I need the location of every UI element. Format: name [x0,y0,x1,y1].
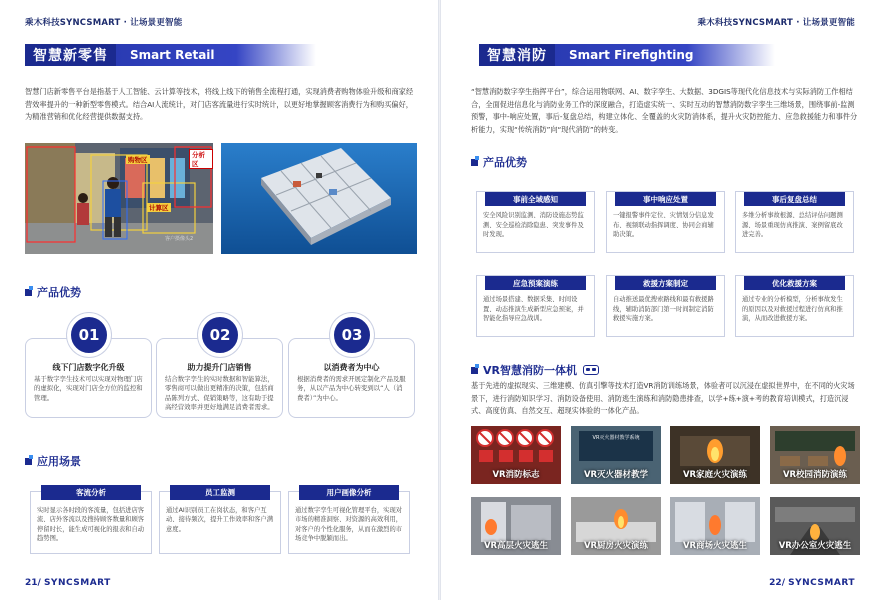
card-body: 通过场景搭建、数据采集、时间设置、动态推演生成新型应急预案，并智能化指导应急战训。 [483,296,584,323]
fire-intro: “智慧消防数字孪生指挥平台”，综合运用物联网、AI、数字孪生、大数据、3DGIS等现代化信息技术与实际消防工作相结合，全面促进信息化与消防业务工作的深度融合，打造虚实统一、实时互动的智慧消防数字孪生三维场景，围绕事前-监测预警，事中-响应处置，事后-复盘总结，构建立体化、全覆盖的火灾防消体系，提升火灾防控能力、应急救援能力和事件分析能力，实现“传统消防”向“现代消防”的转变。 [471,87,858,134]
advantage-body: 基于数字孪生技术可以实现对物理门店的虚拟化，实现对门店全方位的监控和管理。 [34,375,143,402]
card-body: 自动推送最优搜索路线和最有救援路线，辅助消防部门第一时间制定消防救援实施方案。 [613,296,714,323]
vr-tile-campus [770,426,860,484]
heading-text: 产品优势 [483,156,527,169]
fire-advantage-card-4 [476,275,595,337]
card-title: 救援方案制定 [615,276,716,290]
advantage-body: 结合数字孪生的实时数据和智能算法，零售商可以做出更精准的决策，包括商品陈列方式、促销策略等，这有助于提高经营效率并更好地满足消费者需求。 [165,375,274,412]
scene-body: 通过数字孪生可视化管理平台，实现对市场的精准洞察、对资源的高效利用，对客户的个性化服务，从而在激烈的市场竞争中脱颖而出。 [295,507,403,542]
vr-tile-extinguisher [571,426,661,484]
left-advantage-heading [25,284,81,300]
tile-label: VR厨房火灾演练 [583,541,649,551]
title-cn: 智慧消防 [479,44,555,66]
card-title: 事后复盘总结 [744,192,845,206]
fire-advantage-card-3 [735,191,854,253]
zone-label-analysis: 分析区 [189,149,213,169]
title-en: Smart Retail [116,44,316,66]
page-number: 21/ [25,578,41,588]
tile-label: VR消防标志 [492,470,540,480]
vr-tile-highrise [471,497,561,555]
vr-tile-home [670,426,760,484]
right-page [441,0,879,600]
advantage-title: 线下门店数字化升级 [52,363,125,372]
right-advantage-heading [471,154,527,170]
section-title-smart-retail [25,44,316,66]
card-title: 事中响应处置 [615,192,716,206]
screen-text: VR灭火器材教学系统 [592,435,640,441]
number-badge: 01 [67,313,111,357]
card-body: 多维分析事故根源、总结评估问题测源、场景重现仿真推演、案例留底改进完善。 [742,212,843,239]
advantage-card-3 [288,326,415,418]
vr-tile-office [770,497,860,555]
left-page [0,0,438,600]
scene-title: 客流分析 [41,485,141,500]
tile-label: VR灭火器材教学 [583,470,649,480]
fire-advantage-card-2 [606,191,725,253]
card-title: 事前全域感知 [485,192,586,206]
tile-label: VR商场火灾逃生 [682,541,748,551]
fire-advantage-card-1 [476,191,595,253]
tile-label: VR高层火灾逃生 [483,541,549,551]
advantage-title: 以消费者为中心 [323,363,380,372]
square-bullet-icon [471,367,478,374]
zone-label-shopping: 购物区 [128,156,148,164]
store-3d-render [221,143,417,254]
vr-heading [471,362,599,378]
scene-body: 通过AI识别员工在岗状态，和客户互动、接待频次，提升工作效率和客户满意度。 [166,507,274,533]
camera-caption: 客户摄像头2 [165,236,194,242]
vr-headset-icon [583,365,599,375]
advantage-card-1 [25,326,152,418]
fire-advantage-card-5 [606,275,725,337]
card-body: 通过专业的分析模型，分析事故发生的原因以及对救援过程进行仿真和推演，从而改进救援方案。 [742,296,843,323]
scene-title: 用户画像分析 [299,485,399,500]
advantage-title: 助力提升门店销售 [187,363,252,372]
scene-title: 员工监测 [170,485,270,500]
scene-card-traffic [30,488,152,554]
heading-text: VR智慧消防一体机 [483,364,577,377]
scene-card-persona [288,488,410,554]
advantage-card-2 [156,326,283,418]
scene-body: 实时显示各时段的客流量，包括进店客流、店外客流以及搜持顾客数量和顾客停留时长，能生成可视化的报表和自动趋势图。 [37,507,145,542]
square-bullet-icon [25,458,32,465]
scene-card-staff [159,488,281,554]
heading-text: 应用场景 [37,455,81,468]
number-badge: 02 [198,313,242,357]
card-body: 一键报警事件定位、灾情划分信息发布、视频联动指挥调度、协同会商辅助决策。 [613,212,714,239]
zone-label-compute: 计算区 [149,204,169,212]
card-body: 安全风险识别监测、消防设施态势监测、安全巡检消除隐患、突发事件及时发现。 [483,212,584,239]
section-title-smart-firefighting [479,44,775,66]
vr-tile-signs [471,426,561,484]
advantage-body: 根据消费者的需求开展定制化产品及服务，从以产品为中心转变到以“人（消费者）”为中心。 [297,375,406,402]
card-title: 优化救援方案 [744,276,845,290]
left-footer [25,578,111,588]
heading-text: 产品优势 [37,286,81,299]
title-cn: 智慧新零售 [25,44,116,66]
card-title: 应急预案演练 [485,276,586,290]
footer-brand: SYNCSMART [788,578,855,588]
tile-label: VR家庭火灾演练 [682,470,748,480]
vr-tile-mall [670,497,760,555]
brand-text: 乘木科技SYNCSMART · 让场景更智能 [697,18,855,28]
right-footer [769,578,855,588]
store-camera-photo [25,143,213,254]
store-3d-scene [221,143,417,254]
vr-intro: 基于先进的虚拟现实、三维建模、仿真引擎等技术打造VR消防训练场景，体验者可以沉浸在虚拟世界中，在不同的火灾场景下，进行消防知识学习、消防设备使用、消防逃生演练和消防隐患排查，以学+练+演+考的教育培训模式，打造沉浸式、高度仿真、自然交互、超现实体验的一体化产品。 [471,381,855,415]
right-brand-header [698,16,855,28]
square-bullet-icon [471,159,478,166]
vr-tile-kitchen [571,497,661,555]
tile-label: VR办公室火灾逃生 [778,541,852,551]
number-badge: 03 [330,313,374,357]
tile-label: VR校园消防演练 [782,470,848,480]
fire-advantage-card-6 [735,275,854,337]
page-number: 22/ [769,578,785,588]
retail-intro: 智慧门店新零售平台是指基于人工智能、云计算等技术，将线上线下的销售全流程打通，实现消费者购物体验升级和商家经营效率提升的一种新型零售模式。结合AI人流统计，对门店客流量进行实时统计，以更好地掌握顾客消费行为和购买偏好，为精准营销和优化经营提供数据支持。 [25,87,414,121]
square-bullet-icon [25,289,32,296]
scene-heading [25,453,81,469]
footer-brand: SYNCSMART [43,578,111,588]
title-en: Smart Firefighting [555,44,775,66]
brand-text: 乘木科技SYNCSMART · 让场景更智能 [25,18,183,28]
left-brand-header [25,16,182,28]
